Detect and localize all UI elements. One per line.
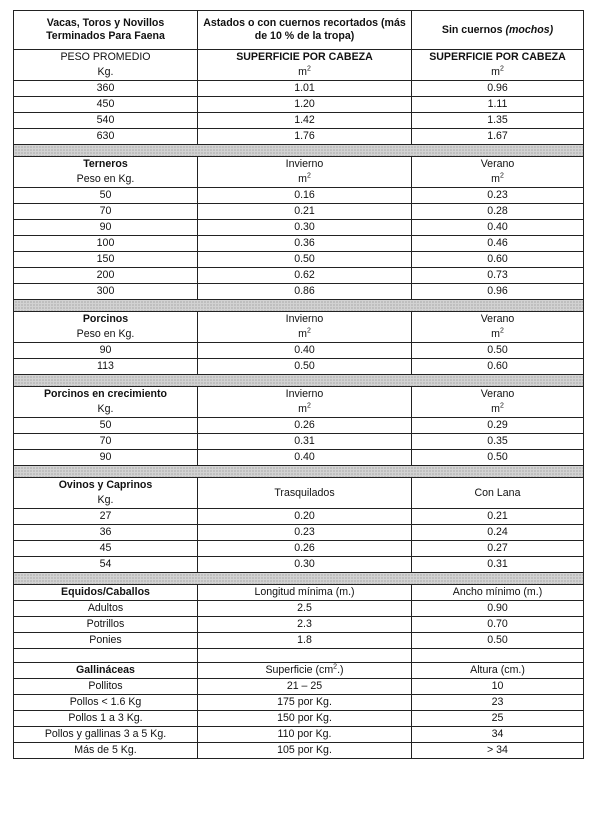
unit-m2	[412, 65, 584, 81]
unit-m2	[412, 402, 584, 418]
cell: > 34	[412, 743, 584, 759]
unit-m2	[198, 65, 412, 81]
unit-sup: 2	[306, 402, 311, 410]
separator-cell	[14, 573, 584, 585]
cell: 0.23	[198, 525, 412, 541]
section-separator	[14, 466, 584, 478]
space-requirements-document	[13, 10, 583, 759]
unit-m: m	[491, 328, 500, 340]
growing-pigs-title: Porcinos en crecimiento	[14, 387, 198, 403]
surface-text-a: Superficie (cm	[265, 664, 334, 676]
cell: 0.86	[198, 284, 412, 300]
cell: 0.46	[412, 236, 584, 252]
cell: 0.50	[198, 359, 412, 375]
cell: 175 por Kg.	[198, 695, 412, 711]
cell: 0.23	[412, 188, 584, 204]
hornless-header-text-b: (mochos)	[505, 23, 554, 36]
calves-title: Terneros	[14, 157, 198, 173]
cell: 0.28	[412, 204, 584, 220]
section-separator	[14, 573, 584, 585]
cell: 0.70	[412, 617, 584, 633]
cell: 360	[14, 81, 198, 97]
unit-kg: Kg.	[14, 493, 198, 509]
unit-weight-kg: Peso en Kg.	[14, 327, 198, 343]
cell: 1.35	[412, 113, 584, 129]
min-length-label: Longitud mínima (m.)	[198, 585, 412, 601]
cell: 1.42	[198, 113, 412, 129]
unit-m2	[412, 172, 584, 188]
horned-header-text-c: de la tropa)	[294, 30, 355, 42]
table-row	[14, 617, 584, 633]
min-width-label: Ancho mínimo (m.)	[412, 585, 584, 601]
table-row	[14, 557, 584, 573]
hornless-header	[412, 11, 584, 50]
table-row	[14, 525, 584, 541]
table-row	[14, 711, 584, 727]
unit-m2	[412, 327, 584, 343]
cell: 34	[412, 727, 584, 743]
cell: 0.26	[198, 418, 412, 434]
cell: 0.50	[412, 450, 584, 466]
cell: 1.67	[412, 129, 584, 145]
pigs-title: Porcinos	[14, 312, 198, 328]
table-row	[14, 418, 584, 434]
surface-text-b: .)	[337, 664, 344, 676]
poultry-title: Gallináceas	[14, 663, 198, 679]
cell: 1.11	[412, 97, 584, 113]
cattle-subheader-row	[14, 50, 584, 66]
cell: 1.8	[198, 633, 412, 649]
cell: 0.60	[412, 359, 584, 375]
cell: 90	[14, 220, 198, 236]
cell: 450	[14, 97, 198, 113]
cattle-title: Vacas, Toros y Novillos Terminados Para Faena	[14, 11, 198, 50]
blank-cell	[198, 649, 412, 663]
calves-header-row	[14, 157, 584, 173]
cell: 300	[14, 284, 198, 300]
unit-sup: 2	[306, 327, 311, 335]
unit-sup: 2	[499, 65, 504, 73]
unit-m2	[198, 402, 412, 418]
horses-title: Equidos/Caballos	[14, 585, 198, 601]
blank-cell	[14, 649, 198, 663]
growing-pigs-unit-row	[14, 402, 584, 418]
horned-header	[198, 11, 412, 50]
table-row	[14, 113, 584, 129]
sheep-title: Ovinos y Caprinos	[14, 478, 198, 494]
unit-m: m	[298, 66, 307, 78]
cell: 70	[14, 434, 198, 450]
cell: 54	[14, 557, 198, 573]
table-row	[14, 81, 584, 97]
cell: 0.20	[198, 509, 412, 525]
table-row	[14, 509, 584, 525]
table-row	[14, 284, 584, 300]
cell: 0.50	[412, 343, 584, 359]
cell: 0.36	[198, 236, 412, 252]
unit-sup: 2	[306, 172, 311, 180]
wool-label: Con Lana	[412, 478, 584, 509]
cell: 36	[14, 525, 198, 541]
cell: Pollos 1 a 3 Kg.	[14, 711, 198, 727]
shorn-label: Trasquilados	[198, 478, 412, 509]
surface-per-head-label: SUPERFICIE POR CABEZA	[198, 50, 412, 66]
winter-label: Invierno	[198, 157, 412, 173]
table-row	[14, 129, 584, 145]
table-row	[14, 220, 584, 236]
cell: 90	[14, 450, 198, 466]
cell: 100	[14, 236, 198, 252]
table-row	[14, 450, 584, 466]
poultry-header-row	[14, 663, 584, 679]
unit-m: m	[491, 173, 500, 185]
cell: 27	[14, 509, 198, 525]
separator-cell	[14, 466, 584, 478]
cell: 113	[14, 359, 198, 375]
cell: 0.21	[198, 204, 412, 220]
table-row	[14, 252, 584, 268]
unit-kg: Kg.	[14, 402, 198, 418]
table-row	[14, 434, 584, 450]
unit-m: m	[491, 66, 500, 78]
horses-header-row	[14, 585, 584, 601]
unit-m2	[198, 172, 412, 188]
poultry-surface-label	[198, 663, 412, 679]
cell: 0.96	[412, 81, 584, 97]
cell: 0.50	[412, 633, 584, 649]
cell: 0.40	[412, 220, 584, 236]
cell: 21 – 25	[198, 679, 412, 695]
cell: Pollos < 1.6 Kg	[14, 695, 198, 711]
avg-weight-label: PESO PROMEDIO	[14, 50, 198, 66]
cell: 0.62	[198, 268, 412, 284]
cell: 630	[14, 129, 198, 145]
table-row	[14, 236, 584, 252]
cell: 0.30	[198, 220, 412, 236]
cell: 0.31	[412, 557, 584, 573]
cell: 2.3	[198, 617, 412, 633]
table-row	[14, 97, 584, 113]
cell: 0.60	[412, 252, 584, 268]
winter-label: Invierno	[198, 387, 412, 403]
unit-m: m	[298, 403, 307, 415]
cell: 0.29	[412, 418, 584, 434]
cell: 0.90	[412, 601, 584, 617]
unit-m: m	[298, 173, 307, 185]
cell: 0.27	[412, 541, 584, 557]
cell: Más de 5 Kg.	[14, 743, 198, 759]
unit-kg: Kg.	[14, 65, 198, 81]
space-requirements-table	[13, 10, 584, 759]
section-separator	[14, 375, 584, 387]
table-row	[14, 268, 584, 284]
unit-m: m	[491, 403, 500, 415]
summer-label: Verano	[412, 387, 584, 403]
cell: Potrillos	[14, 617, 198, 633]
cell: 0.40	[198, 343, 412, 359]
unit-m: m	[298, 328, 307, 340]
table-row	[14, 359, 584, 375]
cell: 105 por Kg.	[198, 743, 412, 759]
cell: 0.30	[198, 557, 412, 573]
cell: 0.31	[198, 434, 412, 450]
cell: Pollos y gallinas 3 a 5 Kg.	[14, 727, 198, 743]
unit-sup: 2	[499, 402, 504, 410]
cell: 0.35	[412, 434, 584, 450]
table-row	[14, 541, 584, 557]
unit-sup: 2	[499, 172, 504, 180]
table-row	[14, 188, 584, 204]
table-row	[14, 343, 584, 359]
hornless-header-text-a: Sin cuernos	[441, 23, 506, 36]
cell: Adultos	[14, 601, 198, 617]
table-row	[14, 743, 584, 759]
section-separator	[14, 145, 584, 157]
cell: 200	[14, 268, 198, 284]
horned-header-text-a: Astados o con cuernos recortados (más de	[203, 17, 406, 42]
separator-cell	[14, 375, 584, 387]
unit-sup: 2	[306, 65, 311, 73]
cell: 150 por Kg.	[198, 711, 412, 727]
unit-m2	[198, 327, 412, 343]
pigs-unit-row	[14, 327, 584, 343]
separator-cell	[14, 145, 584, 157]
cell: 0.96	[412, 284, 584, 300]
table-row	[14, 633, 584, 649]
winter-label: Invierno	[198, 312, 412, 328]
sheep-header-row	[14, 478, 584, 494]
cell: 50	[14, 418, 198, 434]
cell: 90	[14, 343, 198, 359]
cell: 110 por Kg.	[198, 727, 412, 743]
cell: 23	[412, 695, 584, 711]
cell: 0.21	[412, 509, 584, 525]
cell: 150	[14, 252, 198, 268]
cell: 50	[14, 188, 198, 204]
cell: 70	[14, 204, 198, 220]
surface-per-head-label: SUPERFICIE POR CABEZA	[412, 50, 584, 66]
table-row	[14, 727, 584, 743]
separator-cell	[14, 300, 584, 312]
cell: Ponies	[14, 633, 198, 649]
cell: 25	[412, 711, 584, 727]
growing-pigs-header-row	[14, 387, 584, 403]
summer-label: Verano	[412, 312, 584, 328]
unit-sup: 2	[499, 327, 504, 335]
unit-weight-kg: Peso en Kg.	[14, 172, 198, 188]
table-row	[14, 204, 584, 220]
table-row	[14, 695, 584, 711]
cell: 2.5	[198, 601, 412, 617]
cell: 0.26	[198, 541, 412, 557]
summer-label: Verano	[412, 157, 584, 173]
cell: 540	[14, 113, 198, 129]
table-row	[14, 601, 584, 617]
horned-header-text-b: 10 %	[270, 30, 295, 42]
cattle-unit-row	[14, 65, 584, 81]
blank-cell	[412, 649, 584, 663]
cell: 0.50	[198, 252, 412, 268]
pigs-header-row	[14, 312, 584, 328]
table-row	[14, 679, 584, 695]
unit-sup: 2	[333, 663, 338, 671]
calves-unit-row	[14, 172, 584, 188]
cell: 10	[412, 679, 584, 695]
height-label: Altura (cm.)	[412, 663, 584, 679]
cell: 1.01	[198, 81, 412, 97]
cell: 0.16	[198, 188, 412, 204]
cell: 0.40	[198, 450, 412, 466]
cell: Pollitos	[14, 679, 198, 695]
cell: 1.76	[198, 129, 412, 145]
cell: 0.24	[412, 525, 584, 541]
cattle-header-row	[14, 11, 584, 50]
cell: 45	[14, 541, 198, 557]
cell: 0.73	[412, 268, 584, 284]
section-separator	[14, 300, 584, 312]
cell: 1.20	[198, 97, 412, 113]
blank-row	[14, 649, 584, 663]
